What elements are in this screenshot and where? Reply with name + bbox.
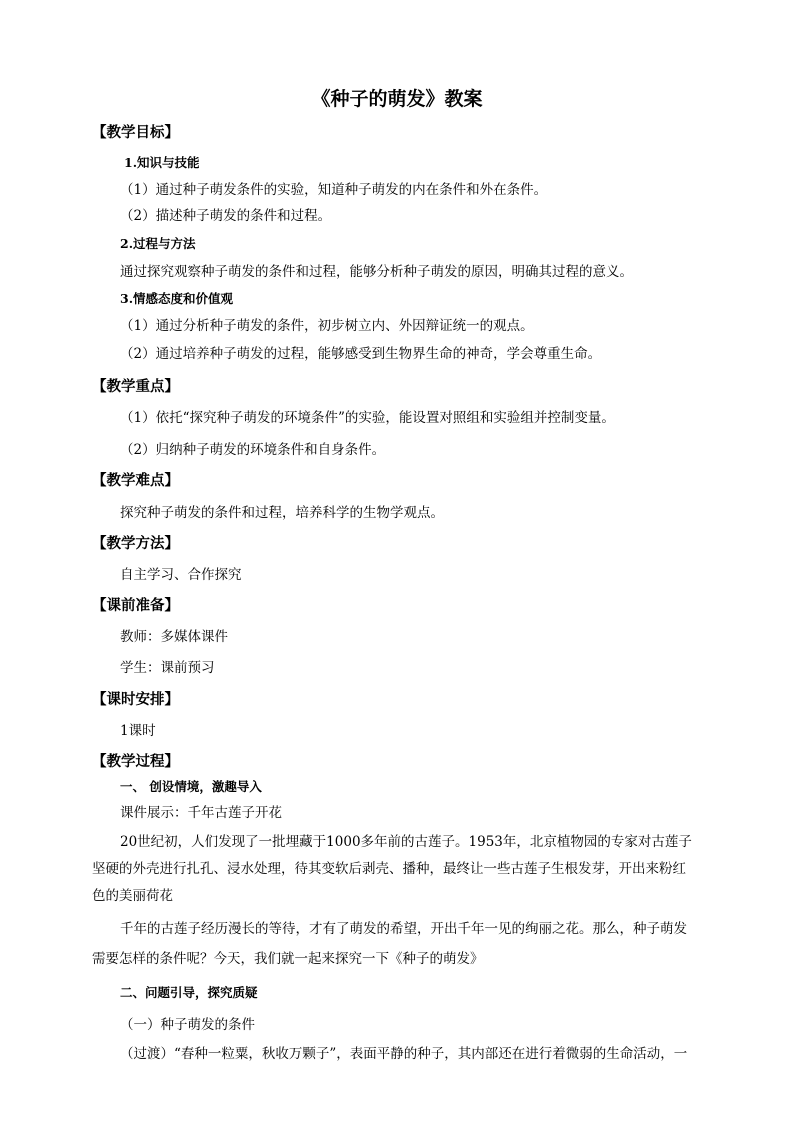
paragraph-line: 坚硬的外壳进行扎孔、浸水处理，待其变软后剥壳、播种，最终让一些古莲子生根发芽，开出来粉红 xyxy=(92,861,686,877)
paragraph-line: 色的美丽荷花 xyxy=(92,888,173,904)
paragraph-line: 探究种子萌发的条件和过程，培养科学的生物学观点。 xyxy=(120,505,444,521)
paragraph-line: （过渡）“春种一粒粟，秋收万颗子”，表面平静的种子，其内部还在进行着微弱的生命活动，一 xyxy=(120,1046,688,1062)
subsection-title: 1.知识与技能 xyxy=(124,155,200,170)
subsection-title: 二、问题引导，探究质疑 xyxy=(120,985,258,1000)
paragraph-line: （2）描述种子萌发的条件和过程。 xyxy=(120,208,332,224)
paragraph-line: （2）通过培养种子萌发的过程，能够感受到生物界生命的神奇，学会尊重生命。 xyxy=(120,346,602,362)
paragraph-line: 教师：多媒体课件 xyxy=(120,629,228,645)
paragraph-line: 通过探究观察种子萌发的条件和过程，能够分析种子萌发的原因，明确其过程的意义。 xyxy=(120,264,633,280)
document-title: 《种子的萌发》教案 xyxy=(311,88,483,110)
paragraph-line: （一）种子萌发的条件 xyxy=(120,1017,255,1033)
subsection-title: 一、 创设情境，激趣导入 xyxy=(120,779,262,794)
section-heading-key-points: 【教学重点】 xyxy=(92,378,179,395)
section-heading-schedule: 【课时安排】 xyxy=(92,691,179,708)
paragraph-line: 20世纪初，人们发现了一批埋藏于1000多年前的古莲子。1953年，北京植物园的专家对古莲子 xyxy=(120,834,692,850)
subsection-title: 3.情感态度和价值观 xyxy=(120,291,234,306)
paragraph-line: 课件展示：千年古莲子开花 xyxy=(120,805,282,821)
section-heading-goals: 【教学目标】 xyxy=(92,124,179,141)
paragraph-line: （1）通过分析种子萌发的条件，初步树立内、外因辩证统一的观点。 xyxy=(120,318,534,334)
paragraph-line: 自主学习、合作探究 xyxy=(120,567,242,583)
section-heading-methods: 【教学方法】 xyxy=(92,535,179,552)
section-heading-difficulties: 【教学难点】 xyxy=(92,472,179,489)
section-heading-preparation: 【课前准备】 xyxy=(92,597,179,614)
paragraph-line: （2）归纳种子萌发的环境条件和自身条件。 xyxy=(120,442,386,458)
paragraph-line: 千年的古莲子经历漫长的等待，才有了萌发的希望，开出千年一见的绚丽之花。那么，种子萌发 xyxy=(120,921,687,937)
paragraph-line: 1课时 xyxy=(120,723,156,739)
paragraph-line: 需要怎样的条件呢？今天，我们就一起来探究一下《种子的萌发》 xyxy=(92,951,484,967)
paragraph-line: 学生：课前预习 xyxy=(120,660,215,676)
subsection-title: 2.过程与方法 xyxy=(120,236,196,251)
section-heading-process: 【教学过程】 xyxy=(92,753,179,770)
paragraph-line: （1）依托“探究种子萌发的环境条件”的实验，能设置对照组和实验组并控制变量。 xyxy=(120,410,615,426)
paragraph-line: （1）通过种子萌发条件的实验，知道种子萌发的内在条件和外在条件。 xyxy=(120,182,548,198)
